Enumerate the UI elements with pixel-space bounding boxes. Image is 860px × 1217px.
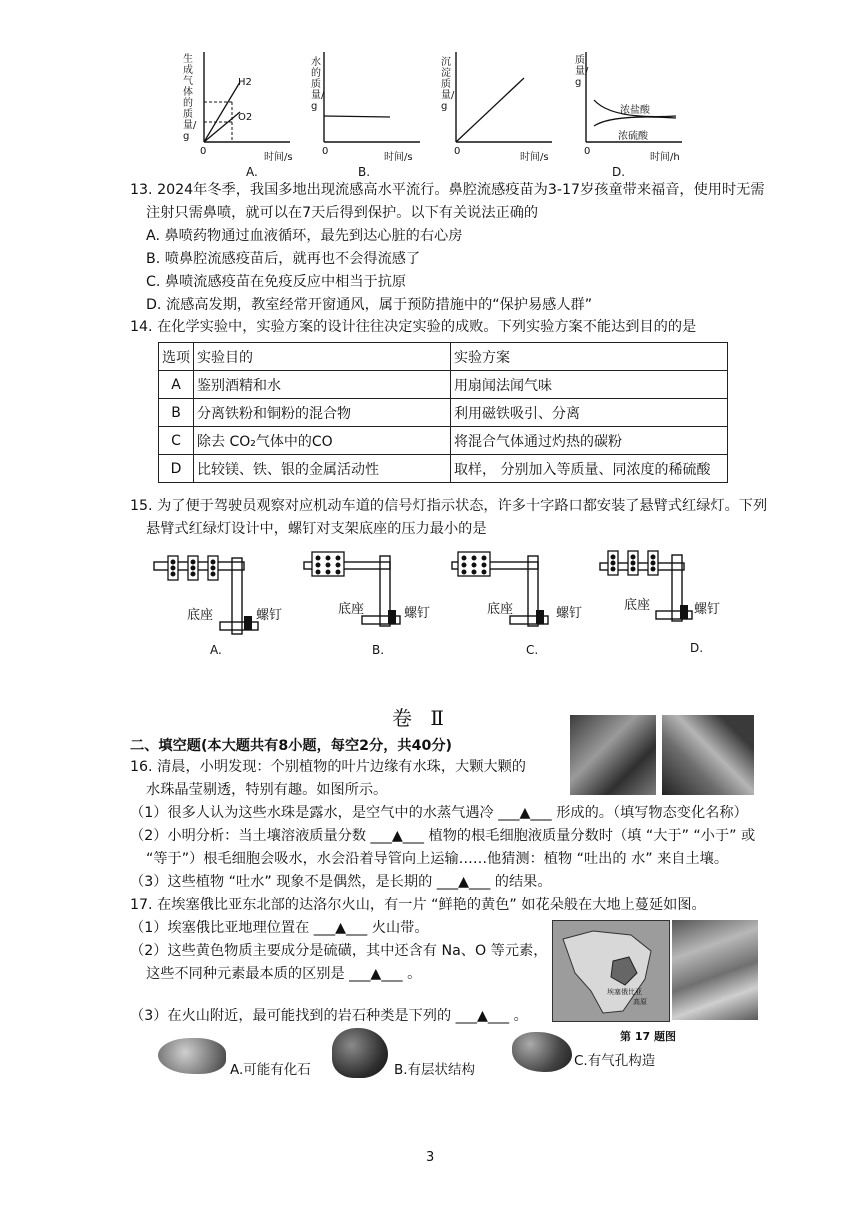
q13-option-b: B. 喷鼻腔流感疫苗后，就再也不会得流感了 (146, 251, 421, 267)
q14-row-a-plan: 用扇闻法闻气味 (451, 371, 728, 399)
q14-row-d-plan: 取样， 分别加入等质量、同浓度的稀硫酸 (451, 455, 728, 483)
q14-row-d-option: D (159, 455, 194, 483)
graph-d-caption: D. (612, 165, 626, 179)
graph-b-xlabel: 时间/s (384, 152, 413, 163)
q14-row-c-option: C (159, 427, 194, 455)
graph-a-origin: 0 (200, 146, 207, 157)
q17-map-svg (553, 921, 669, 1021)
table-row (159, 427, 728, 455)
traffic-light-b-svg (300, 546, 420, 636)
graph-a-line-h2: H2 (238, 77, 252, 88)
traffic-light-b-base-label: 底座 (338, 602, 365, 617)
q17-part2-line1: （2）这些黄色物质主要成分是硫磺，其中还含有 Na、O 等元素， (130, 943, 548, 959)
traffic-light-a-base-label: 底座 (187, 608, 214, 623)
q14-row-a-option: A (159, 371, 194, 399)
q15-stem-line2: 悬臂式红绿灯设计中，螺钉对支架底座的压力最小的是 (146, 521, 487, 537)
graph-a-xlabel: 时间/s (264, 152, 293, 163)
q17-stem: 17. 在埃塞俄比亚东北部的达洛尔火山，有一片 “鲜艳的黄色” 如花朵般在大地上蔓延如图。 (130, 897, 706, 913)
traffic-light-a-screw-label: 螺钉 (256, 608, 283, 623)
table-row (159, 371, 728, 399)
q14-header-purpose: 实验目的 (194, 343, 451, 371)
q17-figure-caption: 第 17 题图 (620, 1030, 676, 1043)
page-number: 3 (426, 1150, 435, 1165)
traffic-light-c (448, 546, 568, 636)
traffic-light-c-caption: C. (526, 643, 539, 657)
q14-stem: 14. 在化学实验中，实验方案的设计往往决定实验的成败。下列实验方案不能达到目的的是 (130, 319, 697, 335)
q16-photo-right (662, 715, 754, 795)
graph-b-origin: 0 (322, 146, 329, 157)
rock-b-label: B.有层状结构 (394, 1062, 476, 1078)
traffic-light-a-svg (150, 550, 290, 640)
traffic-light-d (596, 545, 726, 635)
graph-d-line-hcl: 浓盐酸 (620, 105, 650, 116)
traffic-light-c-svg (448, 546, 568, 636)
q13-option-a: A. 鼻喷药物通过血液循环，最先到达心脏的右心房 (146, 228, 463, 244)
graph-b-ylabel: 水的质量/g (311, 57, 325, 112)
rock-c-label: C.有气孔构造 (574, 1053, 656, 1069)
q14-row-c-purpose: 除去 CO₂气体中的CO (194, 427, 451, 455)
q17-part1: （1）埃塞俄比亚地理位置在 ___▲___ 火山带。 (130, 920, 429, 936)
q14-row-b-option: B (159, 399, 194, 427)
q17-photo (672, 920, 758, 1020)
q14-table (158, 342, 728, 483)
q16-part3: （3）这些植物 “吐水” 现象不是偶然，是长期的 ___▲___ 的结果。 (130, 874, 552, 890)
q17-map-label-1: 埃塞俄比亚 (607, 988, 642, 996)
q17-part2-line2: 这些不同种元素最本质的区别是 ___▲___ 。 (146, 966, 422, 982)
traffic-light-c-base-label: 底座 (487, 602, 514, 617)
graph-d-line-h2so4: 浓硫酸 (618, 131, 648, 142)
q17-part3: （3）在火山附近，最可能找到的岩石种类是下列的 ___▲___ 。 (130, 1008, 528, 1024)
q17-map-label-2: 高原 (633, 998, 647, 1006)
q14-row-a-purpose: 鉴别酒精和水 (194, 371, 451, 399)
graph-d-ylabel: 质量/g (575, 55, 589, 88)
q13-stem-line2: 注射只需鼻喷，就可以在7天后得到保护。以下有关说法正确的 (146, 205, 539, 221)
graph-d-xlabel: 时间/h (650, 152, 680, 163)
graph-d-origin: 0 (584, 146, 591, 157)
traffic-light-d-caption: D. (690, 641, 704, 655)
q15-stem-line1: 15. 为了便于驾驶员观察对应机动车道的信号灯指示状态，许多十字路口都安装了悬臂式红绿灯。下列 (130, 498, 768, 514)
q16-photo-left (570, 715, 656, 795)
q14-row-c-plan: 将混合气体通过灼热的碳粉 (451, 427, 728, 455)
graph-a-caption: A. (246, 165, 258, 179)
q14-header-option: 选项 (159, 343, 194, 371)
traffic-light-a-caption: A. (210, 643, 222, 657)
traffic-light-d-screw-label: 螺钉 (694, 602, 721, 617)
graph-a-ylabel: 生成气体的质量/g (183, 54, 197, 142)
q13-option-c: C. 鼻喷流感疫苗在免疫反应中相当于抗原 (146, 274, 407, 290)
graph-c-ylabel: 沉淀质量/g (441, 57, 455, 112)
q13-option-d: D. 流感高发期，教室经常开窗通风，属于预防措施中的“保护易感人群” (146, 297, 593, 313)
traffic-light-b (300, 546, 420, 636)
traffic-light-b-caption: B. (372, 643, 385, 657)
q14-row-d-purpose: 比较镁、铁、银的金属活动性 (194, 455, 451, 483)
section-title: 卷 Ⅱ (392, 706, 450, 730)
q14-row-b-purpose: 分离铁粉和铜粉的混合物 (194, 399, 451, 427)
rock-a-label: A.可能有化石 (230, 1062, 311, 1078)
graph-c-xlabel: 时间/s (520, 152, 549, 163)
traffic-light-d-svg (596, 545, 726, 635)
q16-part2-line2: “等于”）根毛细胞会吸水，水会沿着导管向上运输……他猜测：植物 “吐出的 水” 来自土壤。 (146, 851, 729, 867)
q13-stem-line1: 13. 2024年冬季，我国多地出现流感高水平流行。鼻腔流感疫苗为3-17岁孩童带来福音，使用时无需 (130, 182, 765, 198)
traffic-light-a (150, 550, 290, 640)
graph-b-caption: B. (358, 165, 371, 179)
table-row (159, 455, 728, 483)
q16-stem-line1: 16. 清晨，小明发现：个别植物的叶片边缘有水珠，大颗大颗的 (130, 759, 526, 775)
q14-header-plan: 实验方案 (451, 343, 728, 371)
q16-part1: （1）很多人认为这些水珠是露水，是空气中的水蒸气遇冷 ___▲___ 形成的。（填写物态变化名称） (130, 805, 748, 821)
q14-table-header (159, 343, 728, 371)
traffic-light-d-base-label: 底座 (624, 598, 651, 613)
graph-c-origin: 0 (454, 146, 461, 157)
traffic-light-b-screw-label: 螺钉 (404, 606, 431, 621)
rock-c-image (512, 1032, 572, 1072)
q14-row-b-plan: 利用磁铁吸引、分离 (451, 399, 728, 427)
table-row (159, 399, 728, 427)
q17-map (552, 920, 670, 1022)
graph-a-line-o2: O2 (238, 112, 253, 123)
section-part-heading: 二、填空题(本大题共有8小题，每空2分，共40分) (130, 738, 453, 754)
q16-stem-line2: 水珠晶莹剔透，特别有趣。如图所示。 (146, 782, 388, 798)
rock-a-image (158, 1038, 226, 1074)
traffic-light-c-screw-label: 螺钉 (556, 606, 583, 621)
q16-part2-line1: （2）小明分析：当土壤溶液质量分数 ___▲___ 植物的根毛细胞液质量分数时（填 “大于” “小于” 或 (130, 828, 756, 844)
rock-b-image (332, 1028, 388, 1078)
